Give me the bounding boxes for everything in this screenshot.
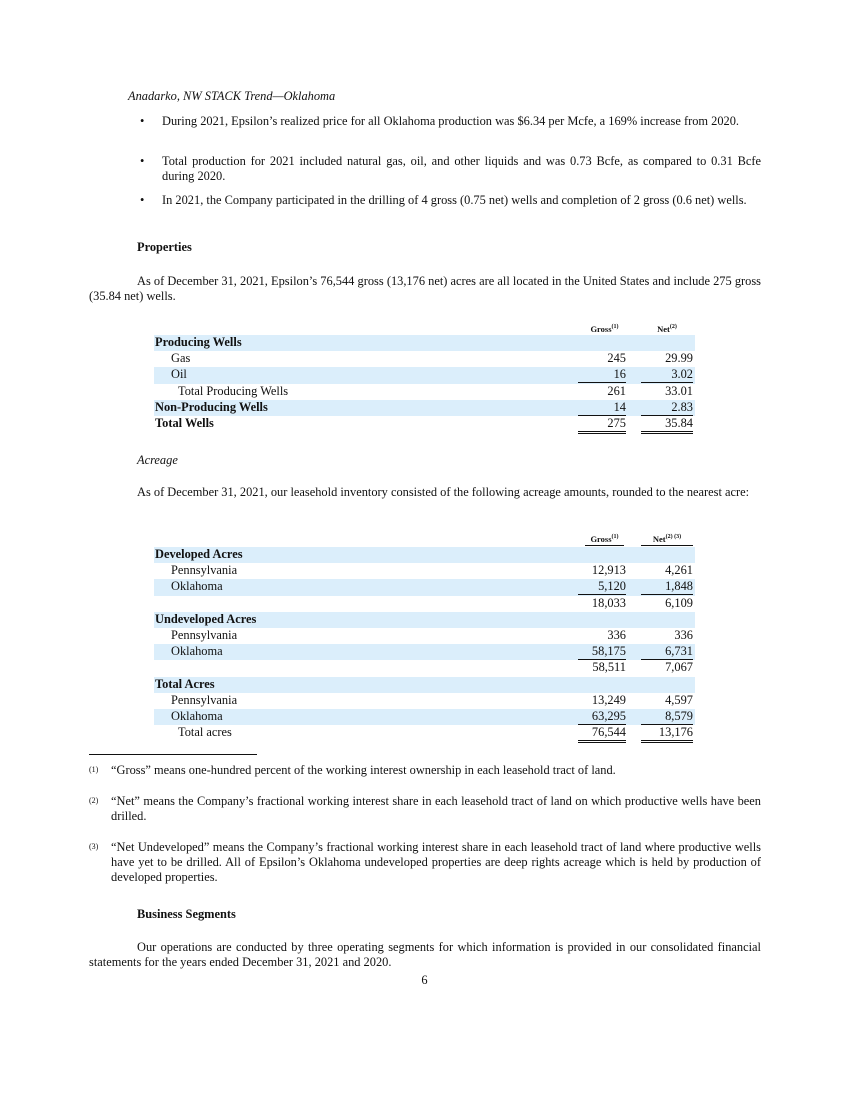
table-row: [154, 660, 695, 676]
net-value: 3.02: [641, 367, 693, 383]
properties-paragraph: As of December 31, 2021, Epsilon’s 76,544 gross (13,176 net) acres are all located in the United States and include 275 gross (35.84 net) wells.: [89, 274, 761, 303]
table-row: [154, 725, 695, 741]
row-label: Oklahoma: [171, 579, 223, 594]
footnote-number: (1): [89, 765, 99, 774]
net-value: 35.84: [641, 416, 693, 434]
table-row: [154, 693, 695, 709]
gross-value: 245: [607, 351, 626, 366]
table-row: [154, 400, 695, 416]
gross-value: 12,913: [591, 563, 626, 578]
row-label: Producing Wells: [155, 335, 242, 349]
gross-value: 63,295: [578, 709, 626, 725]
table-row: [154, 547, 695, 563]
row-label: Pennsylvania: [171, 692, 238, 707]
table-row: [154, 612, 695, 628]
acreage-col-net-label: Net: [652, 534, 666, 544]
net-value: 6,109: [665, 595, 693, 610]
net-value: 4,261: [665, 563, 693, 578]
row-label: Total Wells: [155, 415, 214, 430]
table-row: [154, 563, 695, 579]
table-row: [154, 579, 695, 595]
wells-col-gross-sup: (1): [611, 324, 619, 330]
bullet-marker: •: [140, 114, 145, 128]
table-row: [154, 596, 695, 612]
table-row: [154, 335, 695, 351]
table-row: [154, 367, 695, 383]
wells-col-gross-label: Gross: [590, 324, 612, 334]
acreage-paragraph: As of December 31, 2021, our leasehold inventory consisted of the following acreage amounts, rounded to the nearest acre:: [137, 485, 750, 499]
row-label: Total Producing Wells: [178, 383, 289, 398]
gross-value: 58,175: [578, 644, 626, 660]
bullet-item: During 2021, Epsilon’s realized price for all Oklahoma production was $6.34 per Mcfe, a 169% increase from 2020.: [162, 114, 740, 128]
row-label: Pennsylvania: [171, 563, 238, 578]
table-row: [154, 644, 695, 660]
footnote-text: “Net” means the Company’s fractional working interest share in each leasehold tract of land on which productive wells have been drilled.: [111, 794, 761, 823]
row-label: Oklahoma: [171, 644, 223, 659]
acreage-col-gross-sup: (1): [611, 534, 619, 540]
footnote-text: “Gross” means one-hundred percent of the working interest ownership in each leasehold tract of land.: [111, 763, 616, 777]
footnote-text: “Net Undeveloped” means the Company’s fractional working interest share in each leasehold tract of land where productive wells have yet to be drilled. All of Epsilon’s Oklahoma undeveloped properties are deep rights acreage which is held by production of developed properties.: [111, 840, 761, 884]
table-row: [154, 709, 695, 725]
acreage-col-net: [641, 534, 693, 546]
footnote-number: (3): [89, 842, 99, 851]
properties-heading: Properties: [137, 240, 192, 254]
wells-col-net-label: Net: [657, 324, 670, 334]
page-number: 6: [421, 973, 428, 987]
section-title: Anadarko, NW STACK Trend—Oklahoma: [128, 89, 336, 103]
acreage-col-net-sup: (2) (3): [665, 534, 682, 540]
row-label: Undeveloped Acres: [155, 611, 257, 626]
gross-value: 261: [607, 383, 626, 398]
gross-value: 14: [578, 400, 626, 416]
gross-value: 18,033: [591, 595, 626, 610]
net-value: 33.01: [665, 383, 693, 398]
net-value: 29.99: [665, 351, 693, 366]
acreage-col-gross: [585, 534, 624, 546]
footnote-number: (2): [89, 796, 99, 805]
gross-value: 13,249: [591, 692, 626, 707]
wells-col-net-sup: (2): [669, 324, 677, 330]
row-label: Total Acres: [155, 676, 215, 691]
net-value: 4,597: [665, 692, 693, 707]
row-label: Total acres: [178, 725, 232, 740]
table-row: [154, 677, 695, 693]
table-row: [154, 384, 695, 400]
acreage-col-gross-label: Gross: [590, 534, 612, 544]
row-label: Oil: [171, 367, 187, 382]
row-label: Oklahoma: [171, 708, 223, 723]
gross-value: 275: [578, 416, 626, 434]
row-label: Gas: [171, 351, 191, 366]
net-value: 336: [674, 627, 693, 642]
acreage-heading: Acreage: [137, 453, 178, 467]
net-value: 2.83: [641, 400, 693, 416]
gross-value: 76,544: [578, 725, 626, 743]
bullet-item: Total production for 2021 included natural gas, oil, and other liquids and was 0.73 Bcfe, as compared to 0.31 Bcfe during 2020.: [162, 154, 761, 183]
net-value: 1,848: [641, 579, 693, 595]
business-segments-paragraph: Our operations are conducted by three operating segments for which information is provided in our consolidated financial statements for the years ended December 31, 2021 and 2020.: [89, 940, 761, 969]
business-segments-heading: Business Segments: [137, 907, 236, 921]
bullet-marker: •: [140, 193, 145, 207]
table-row: [154, 351, 695, 367]
row-label: Non-Producing Wells: [155, 399, 268, 414]
gross-value: 16: [578, 367, 626, 383]
table-row: [154, 416, 695, 432]
net-value: 13,176: [641, 725, 693, 743]
net-value: 6,731: [641, 644, 693, 660]
gross-value: 336: [607, 627, 626, 642]
net-value: 7,067: [665, 660, 693, 675]
bullet-item: In 2021, the Company participated in the drilling of 4 gross (0.75 net) wells and completion of 2 gross (0.6 net) wells.: [162, 193, 747, 207]
bullet-marker: •: [140, 154, 145, 168]
row-label: Pennsylvania: [171, 627, 238, 642]
row-label: Developed Acres: [155, 547, 243, 561]
gross-value: 58,511: [592, 660, 626, 675]
gross-value: 5,120: [578, 579, 626, 595]
net-value: 8,579: [641, 709, 693, 725]
footnote-divider: [89, 754, 257, 755]
table-row: [154, 628, 695, 644]
